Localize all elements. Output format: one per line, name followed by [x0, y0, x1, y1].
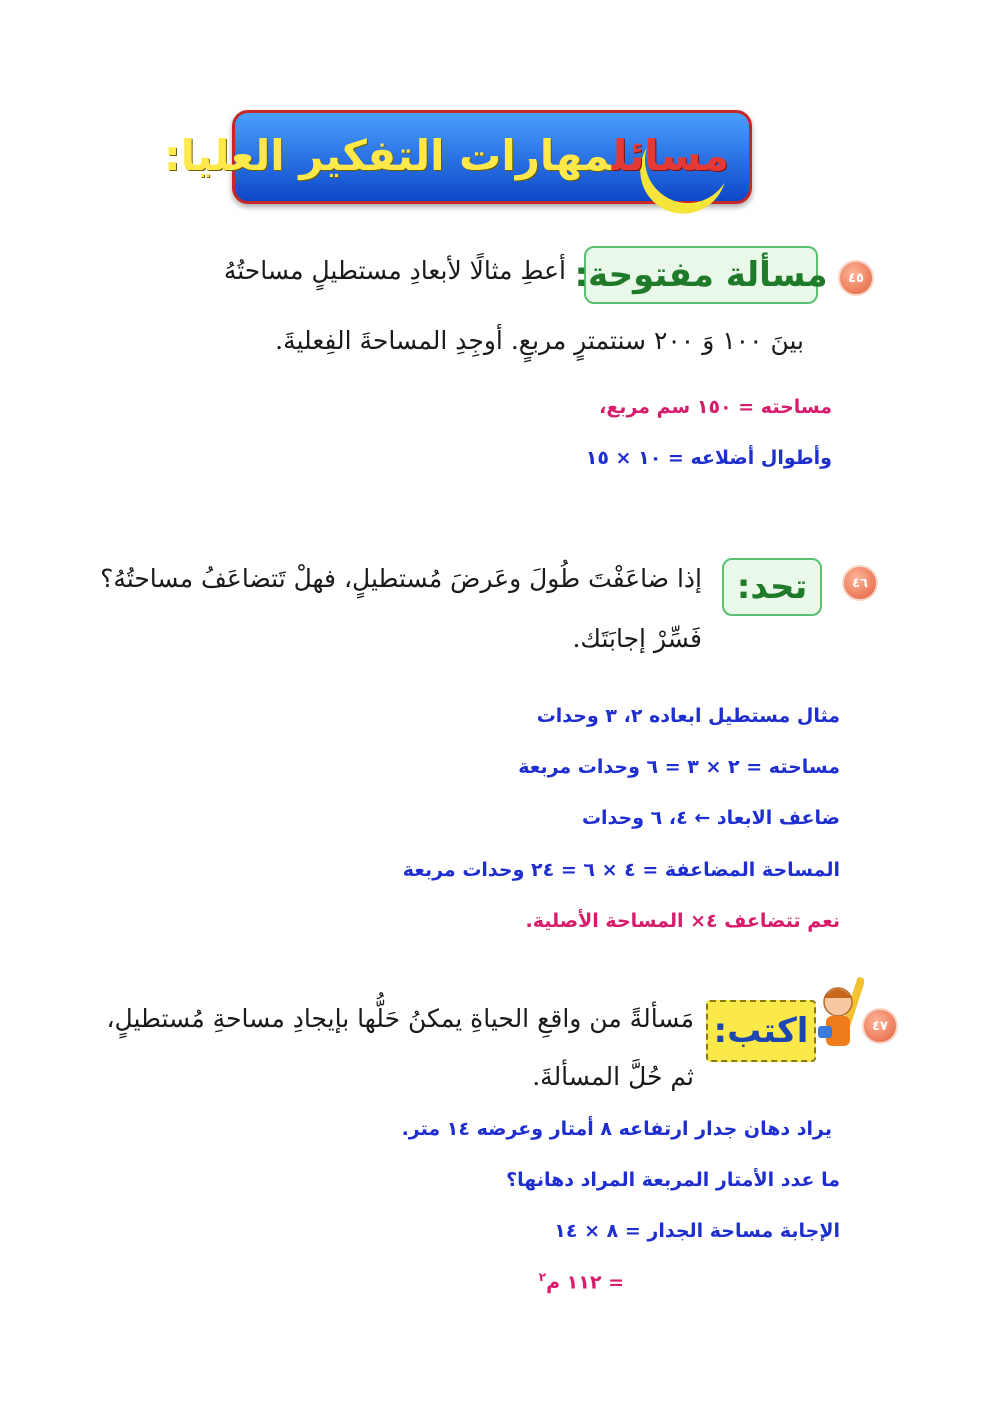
answer-46-line5: نعم تتضاعف ٤× المساحة الأصلية. — [525, 910, 840, 932]
answer-45-line2: وأطوال أضلاعه = ١٠ × ١٥ — [585, 447, 832, 469]
superscript-squared: ٢ — [538, 1270, 547, 1284]
question-46-line1: إذا ضاعَفْتَ طُولَ وعَرضَ مُستطيلٍ، فهلْ تَتضاعَفُ مساحتُهُ؟ — [100, 564, 702, 593]
question-47-line2: ثم حُلَّ المسألةَ. — [532, 1062, 694, 1091]
question-45-line1: أعطِ مثالًا لأبعادِ مستطيلٍ مساحتُهُ — [223, 256, 566, 285]
question-45-line2: بينَ ١٠٠ وَ ٢٠٠ سنتمترٍ مربعٍ. أوجِدِ المساحةَ الفِعليةَ. — [275, 326, 804, 355]
question-47-line1: مَسألةً من واقعِ الحياةِ يمكنُ حَلُّها بإيجادِ مساحةِ مُستطيلٍ، — [106, 1004, 694, 1033]
answer-47-result: = ١١٢ م — [546, 1271, 624, 1294]
problem-number-47: ٤٧ — [862, 1008, 898, 1044]
answer-47-line1: يراد دهان جدار ارتفاعه ٨ أمتار وعرضه ١٤ متر. — [401, 1118, 832, 1140]
problem-number-46: ٤٦ — [842, 565, 878, 601]
kid-with-pencil-icon — [816, 974, 864, 1062]
tag-challenge: تحد: — [722, 558, 822, 616]
answer-46-line4: المساحة المضاعفة = ٤ × ٦ = ٢٤ وحدات مربعة — [402, 859, 840, 881]
answer-46-line2: مساحته = ٢ × ٣ = ٦ وحدات مربعة — [518, 756, 840, 778]
title-part-yellow: مهارات التفكير العليا: — [163, 131, 612, 180]
answer-46-line1: مثال مستطيل ابعاده ٢، ٣ وحدات — [536, 705, 840, 727]
problem-number-45: ٤٥ — [838, 260, 874, 296]
answer-47-line4 — [539, 1270, 624, 1293]
title-banner — [163, 110, 752, 204]
answer-47-line2: ما عدد الأمتار المربعة المراد دهانها؟ — [506, 1169, 840, 1191]
answer-47-line3: الإجابة مساحة الجدار = ٨ × ١٤ — [554, 1220, 840, 1242]
question-46-line2: فَسِّرْ إجابَتَك. — [572, 624, 702, 653]
tag-write: اكتب: — [706, 1000, 816, 1062]
tag-open-problem: مسألة مفتوحة: — [584, 246, 818, 304]
title-part-red: مسائل — [611, 131, 729, 180]
page-title — [164, 131, 729, 180]
answer-46-line3: ضاعف الابعاد ← ٤، ٦ وحدات — [581, 807, 840, 829]
answer-45-line1: مساحته = ١٥٠ سم مربع، — [599, 396, 832, 418]
